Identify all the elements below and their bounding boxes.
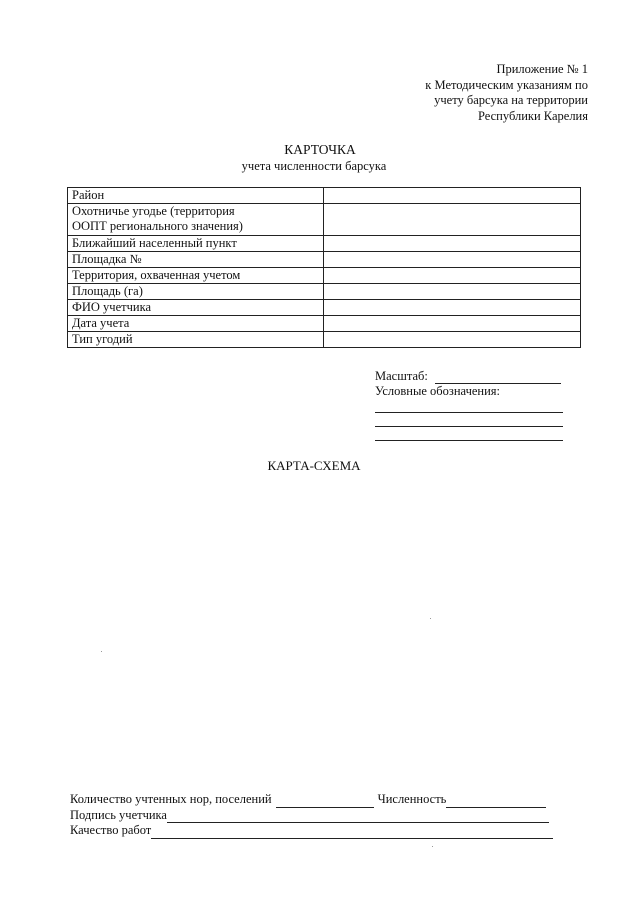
- footer-row-quality: [70, 823, 560, 839]
- field-label-area: Площадь (га): [68, 284, 324, 300]
- field-label-plot-number: Площадка №: [68, 252, 324, 268]
- map-scheme-title: КАРТА-СХЕМА: [267, 458, 361, 473]
- field-label-line: Охотничье угодье (территория: [72, 204, 235, 218]
- scale-field[interactable]: [435, 370, 561, 384]
- field-label-territory: Территория, охваченная учетом: [68, 268, 324, 284]
- fields-table: [67, 187, 581, 348]
- card-title: КАРТОЧКА: [284, 142, 356, 157]
- symbols-line[interactable]: [375, 399, 563, 413]
- field-value-habitat-type[interactable]: [324, 332, 581, 348]
- footer-row-holes: [70, 792, 560, 808]
- card-subtitle: учета численности барсука: [241, 159, 387, 173]
- count-field[interactable]: [446, 794, 546, 808]
- quality-label: Качество работ: [70, 823, 152, 837]
- holes-label: Количество учтенных нор, поселений: [70, 792, 272, 806]
- table-row: [68, 300, 581, 316]
- scale-label: Масштаб:: [375, 369, 428, 383]
- field-value-area[interactable]: [324, 284, 581, 300]
- field-value-date[interactable]: [324, 316, 581, 332]
- table-row: [68, 284, 581, 300]
- appendix-header: [425, 62, 588, 124]
- field-value-plot-number[interactable]: [324, 252, 581, 268]
- speck: [101, 651, 102, 652]
- field-label-date: Дата учета: [68, 316, 324, 332]
- field-label-settlement: Ближайший населенный пункт: [68, 236, 324, 252]
- scale-row: [375, 369, 575, 384]
- field-value-counter-name[interactable]: [324, 300, 581, 316]
- appendix-line: учету барсука на территории: [434, 93, 588, 107]
- table-row: [68, 332, 581, 348]
- footer-row-signature: [70, 808, 560, 824]
- table-row: [68, 236, 581, 252]
- field-label-district: Район: [68, 188, 324, 204]
- appendix-line: Республики Карелия: [477, 108, 588, 123]
- appendix-line: к Методическим указаниям по: [425, 77, 588, 92]
- symbols-line[interactable]: [375, 413, 563, 427]
- field-label-line: ООПТ регионального значения): [72, 219, 243, 233]
- table-row: [68, 188, 581, 204]
- appendix-line: Приложение № 1: [496, 62, 588, 76]
- quality-field[interactable]: [151, 825, 553, 839]
- count-label: Численность: [377, 792, 447, 806]
- field-value-district[interactable]: [324, 188, 581, 204]
- holes-field[interactable]: [276, 794, 374, 808]
- speck: [430, 618, 431, 619]
- table-row: [68, 204, 581, 236]
- signature-field[interactable]: [167, 809, 549, 823]
- footer-block: [70, 792, 560, 839]
- table-row: [68, 252, 581, 268]
- speck: [432, 846, 433, 847]
- signature-label: Подпись учетчика: [70, 807, 167, 822]
- table-row: [68, 268, 581, 284]
- field-value-territory[interactable]: [324, 268, 581, 284]
- field-label-habitat-type: Тип угодий: [68, 332, 324, 348]
- legend-block: [375, 369, 575, 441]
- field-label-hunting-ground: [68, 204, 324, 236]
- field-value-settlement[interactable]: [324, 236, 581, 252]
- symbols-label: Условные обозначения:: [375, 384, 501, 398]
- field-value-hunting-ground[interactable]: [324, 204, 581, 236]
- field-label-counter-name: ФИО учетчика: [68, 300, 324, 316]
- symbols-line[interactable]: [375, 427, 563, 441]
- table-row: [68, 316, 581, 332]
